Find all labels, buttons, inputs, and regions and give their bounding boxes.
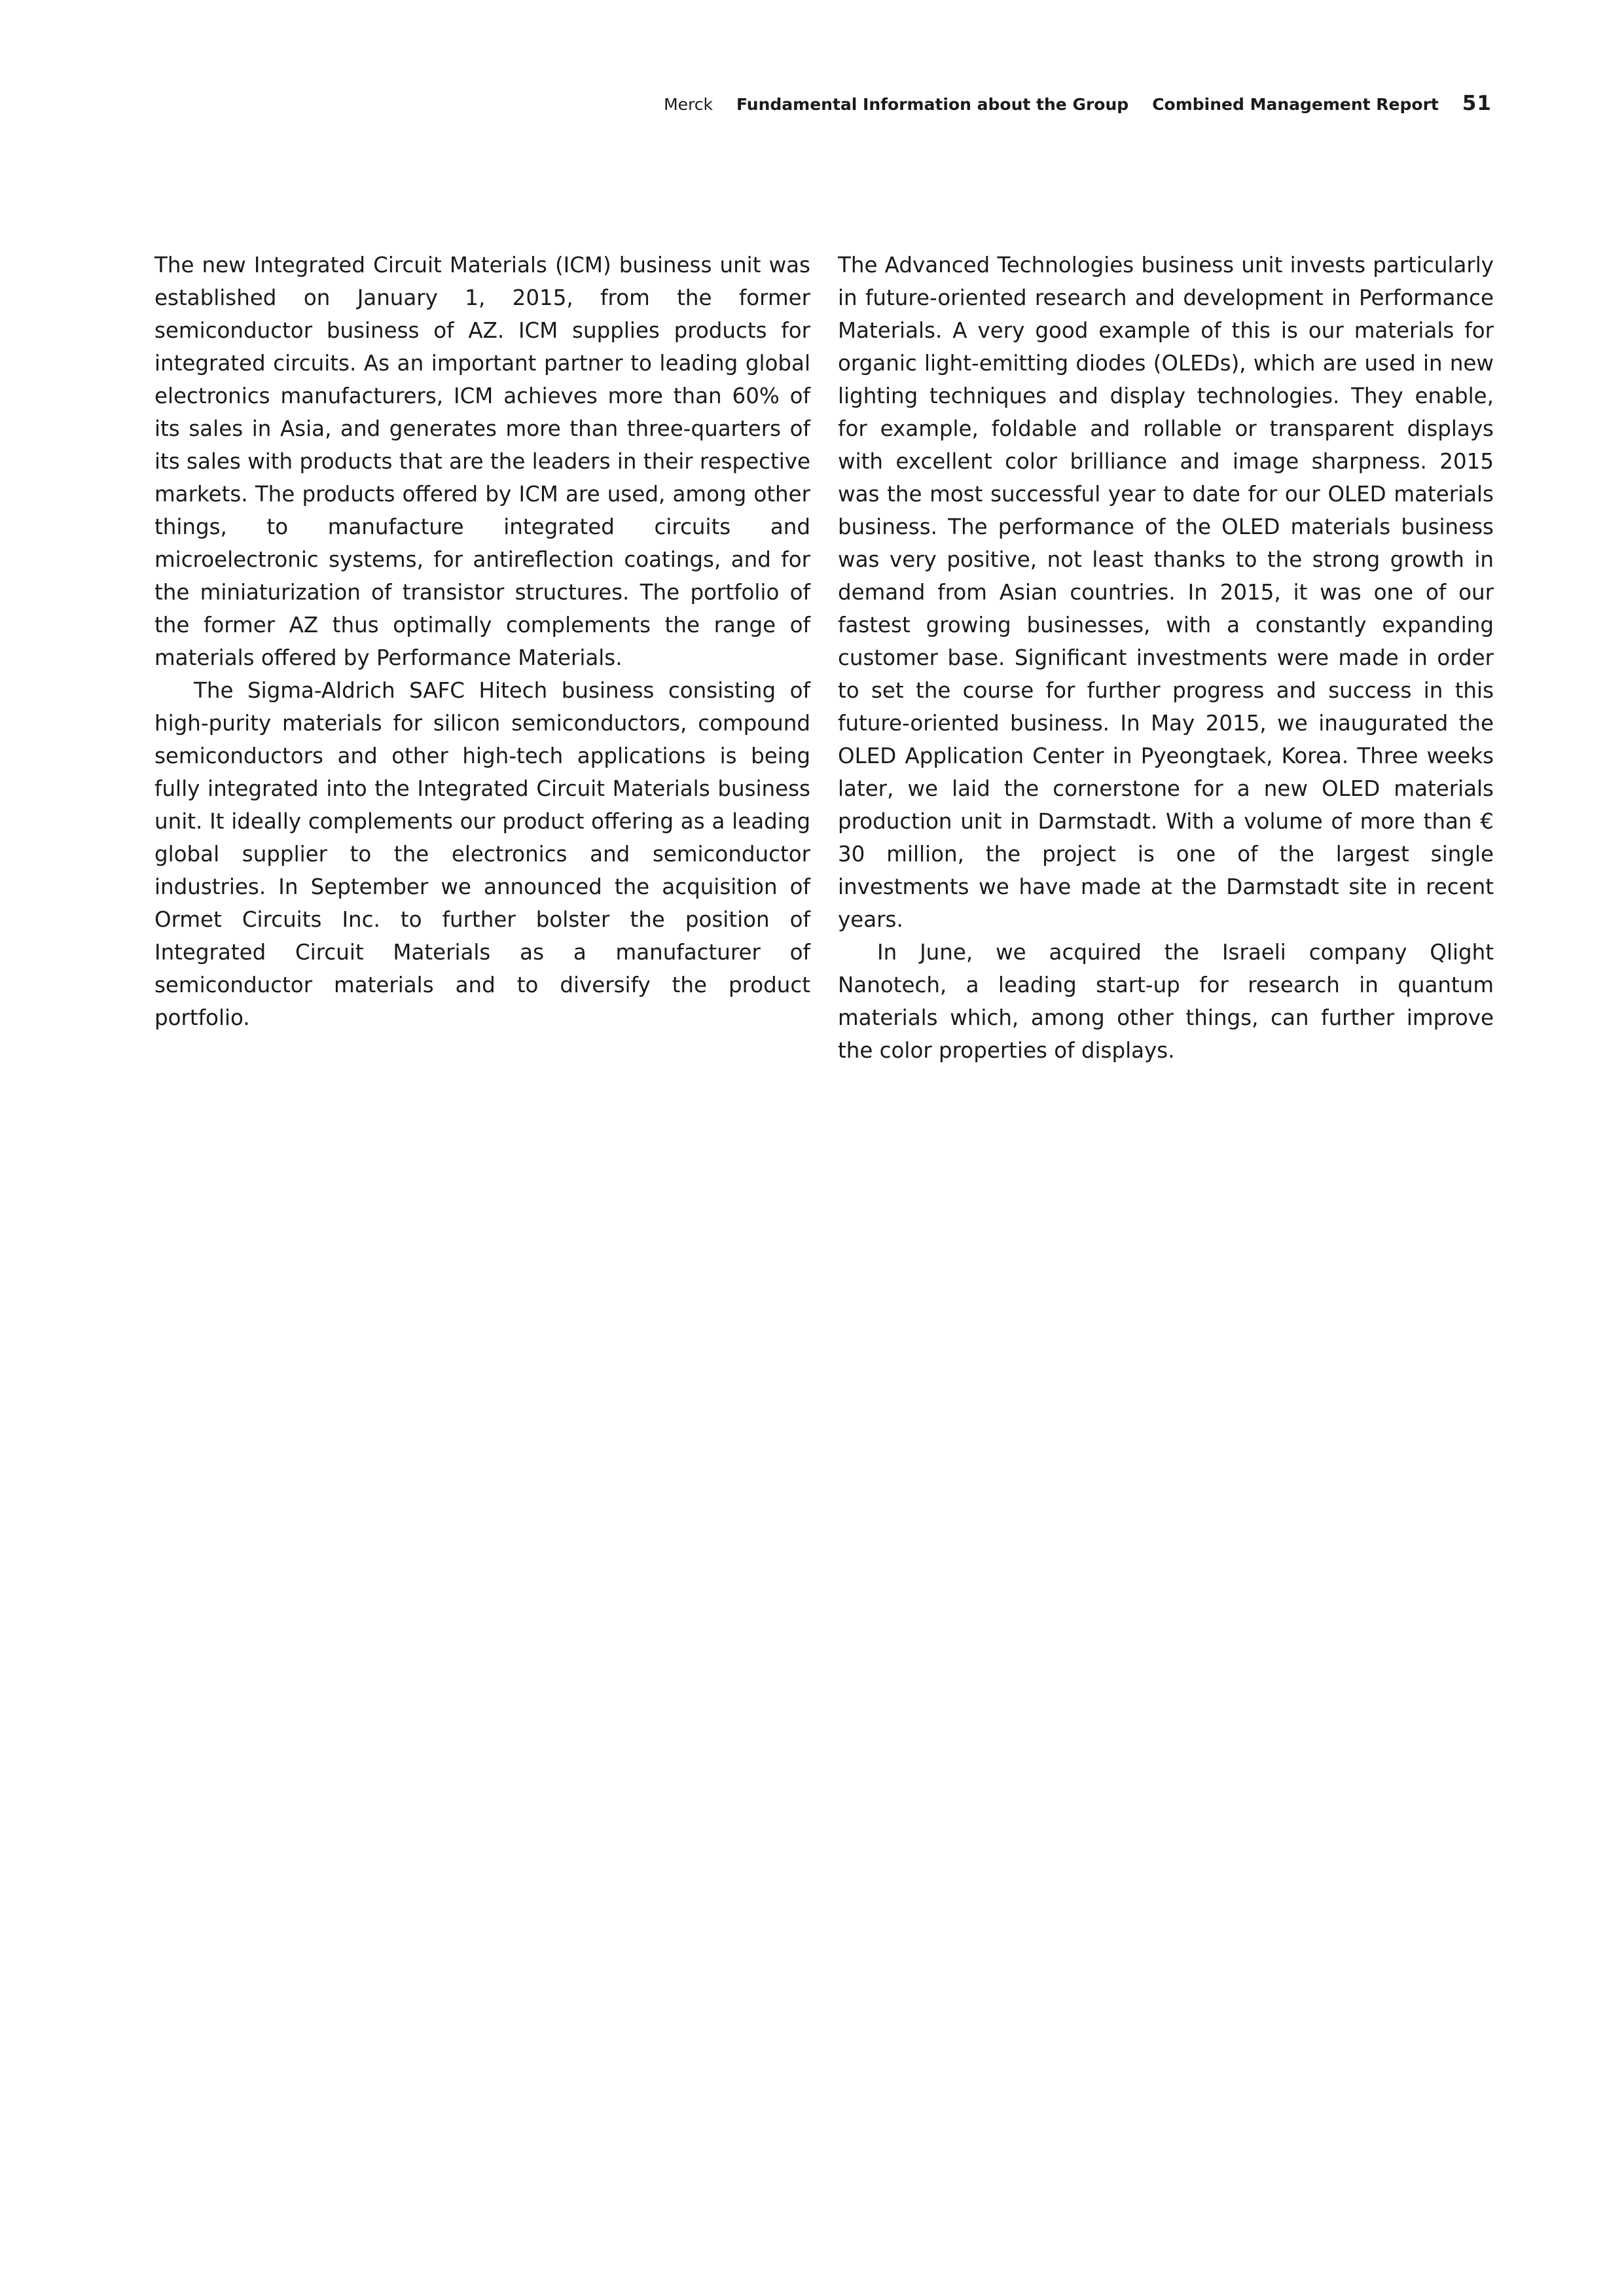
header-section-title: Fundamental Information about the Group <box>736 95 1129 114</box>
left-column <box>154 249 810 1067</box>
body-text <box>154 249 1494 1067</box>
paragraph-safc-hitech: The Sigma-Aldrich SAFC Hitech business consisting of high-purity materials for silicon semiconductors, compound semiconductors and other high-tech applications is being fully integrated into the Integrated Circuit Materials business unit. It ideally complements our product offering as a leading global supplier to the electronics and semiconductor industries. In September we announced the acquisition of Ormet Circuits Inc. to further bolster the position of Integrated Circuit Materials as a manufacturer of semiconductor materials and to diversify the product portfolio. <box>154 678 810 1030</box>
page-number: 51 <box>1462 92 1492 115</box>
header-report-title: Combined Management Report <box>1152 95 1439 114</box>
paragraph-icm: The new Integrated Circuit Materials (ICM) business unit was established on January 1, 2015, from the former semiconductor business of AZ. ICM supplies products for integrated circuits. As an important partner to leading global electronics manufacturers, ICM achieves more than 60% of its sales in Asia, and generates more than three-quarters of its sales with products that are the leaders in their respective markets. The products offered by ICM are used, among other things, to manufacture integrated circuits and microelectronic systems, for antireflection coatings, and for the miniaturization of transistor structures. The portfolio of the former AZ thus optimally complements the range of materials offered by Performance Materials. <box>154 253 810 670</box>
header-company: Merck <box>664 95 713 114</box>
paragraph-qlight-nanotech: In June, we acquired the Israeli company Qlight Nanotech, a leading start-up for research in quantum materials which, among other things, can further improve the color properties of displays. <box>838 940 1494 1063</box>
paragraph-advanced-technologies: The Advanced Technologies business unit invests particularly in future-oriented research and development in Performance Materials. A very good example of this is our materials for organic light-emitting diodes (OLEDs), which are used in new lighting techniques and display technologies. They enable, for example, foldable and rollable or transparent displays with excellent color brilliance and image sharpness. 2015 was the most successful year to date for our OLED materials business. The performance of the OLED materials business was very positive, not least thanks to the strong growth in demand from Asian countries. In 2015, it was one of our fastest growing businesses, with a constantly expanding customer base. Significant investments were made in order to set the course for further progress and success in this future-oriented business. In May 2015, we inaugurated the OLED Application Center in Pyeongtaek, Korea. Three weeks later, we laid the cornerstone for a new OLED materials production unit in Darmstadt. With a volume of more than € 30 million, the project is one of the largest single investments we have made at the Darmstadt site in recent years. <box>838 253 1494 932</box>
right-column <box>838 249 1494 1067</box>
running-header <box>664 92 1492 118</box>
